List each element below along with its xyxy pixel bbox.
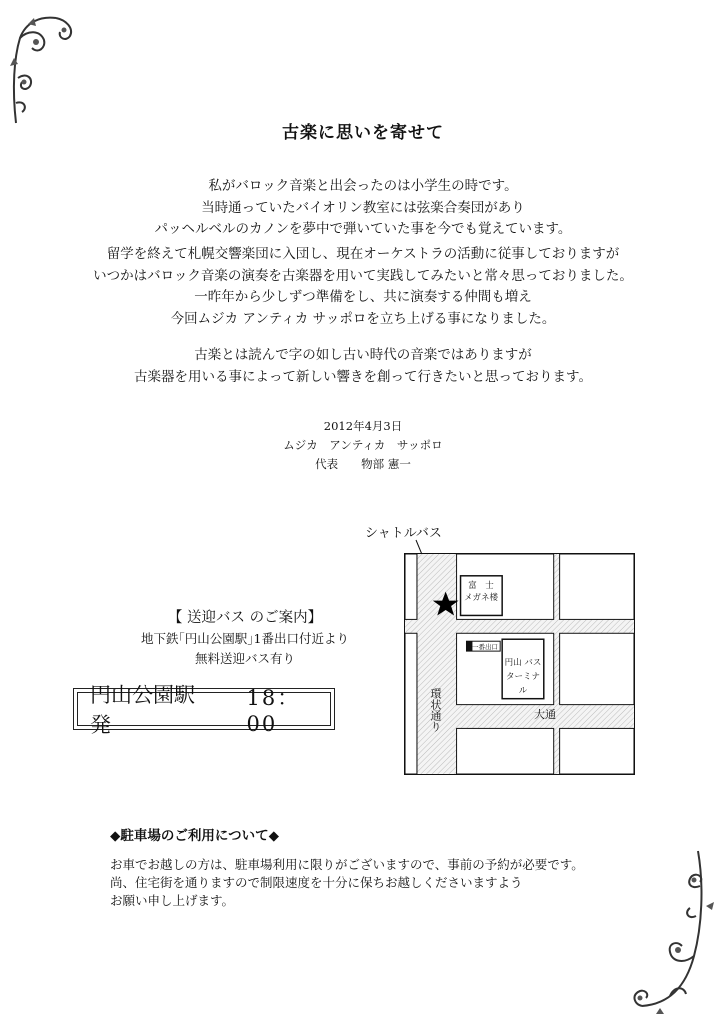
exit-label: 一番出口 bbox=[472, 643, 498, 651]
departure-station: 円山公園駅発 bbox=[90, 683, 195, 737]
text-line: いつかはバロック音楽の演奏を古楽器を用いて実践してみたいと常々思っておりました。 bbox=[93, 267, 633, 284]
map-block bbox=[457, 728, 554, 774]
text-line: 私がバロック音楽と出会ったのは小学生の時です。 bbox=[208, 178, 518, 194]
text-line: 古楽とは読んで字の如し古い時代の音楽ではありますが bbox=[194, 347, 532, 363]
page-title: 古楽に思いを寄せて bbox=[282, 123, 444, 143]
bus-line-1: 地下鉄｢円山公園駅｣1番出口付近より bbox=[141, 631, 349, 646]
text-line: 当時通っていたバイオリン教室には弦楽合奏団があり bbox=[201, 199, 525, 216]
departure-time: 18：00 bbox=[246, 686, 301, 736]
bus-line-2: 無料送迎バス有り bbox=[194, 651, 295, 666]
building2-label: 円山 バス ターミナル bbox=[504, 658, 542, 696]
text-line: パッヘルベルのカノンを夢中で弾いていた事を今でも覚えています。 bbox=[154, 221, 572, 237]
text-line: 尚、住宅街を通りますので制限速度を十分に保ちお越しくださいますよう bbox=[110, 875, 523, 890]
bus-heading: 【 送迎バス のご案内】 bbox=[167, 610, 323, 626]
parking-heading: ◆駐車場のご利用について◆ bbox=[110, 828, 279, 844]
text-line: お願い申し上げます。 bbox=[110, 893, 235, 908]
map-block bbox=[560, 728, 634, 774]
text-line: 今回ムジカ アンティカ サッポロを立ち上げる事になりました。 bbox=[170, 310, 556, 327]
road-odori-label: 大通 bbox=[534, 708, 556, 721]
signature-representative: 代表 物部 憲一 bbox=[315, 457, 411, 471]
shuttle-bus-label: シャトルバス bbox=[365, 526, 442, 541]
building1-label: 富 士 メガネ楼 bbox=[463, 581, 498, 603]
text-line: 留学を終えて札幌交響楽団に入団し、現在オーケストラの活動に従事しておりますが bbox=[106, 246, 620, 262]
map-block bbox=[560, 633, 634, 704]
map-block bbox=[405, 554, 417, 619]
road-kanjo-dori-label: 環状通り bbox=[429, 688, 442, 732]
map-block bbox=[560, 554, 634, 619]
text-line: お車でお越しの方は、駐車場利用に限りがございますので、事前の予約が必要です。 bbox=[110, 857, 584, 872]
text-line: 一昨年から少しずつ準備をし、共に演奏する仲間も増え bbox=[194, 289, 532, 305]
parking-notes bbox=[110, 856, 584, 910]
map-block bbox=[405, 633, 417, 774]
text-line: 古楽器を用いる事によって新しい響きを創って行きたいと思っております。 bbox=[134, 368, 592, 385]
signature-org: ムジカ アンティカ サッポロ bbox=[283, 438, 443, 452]
signature-date: 2012年4月3日 bbox=[323, 419, 403, 433]
